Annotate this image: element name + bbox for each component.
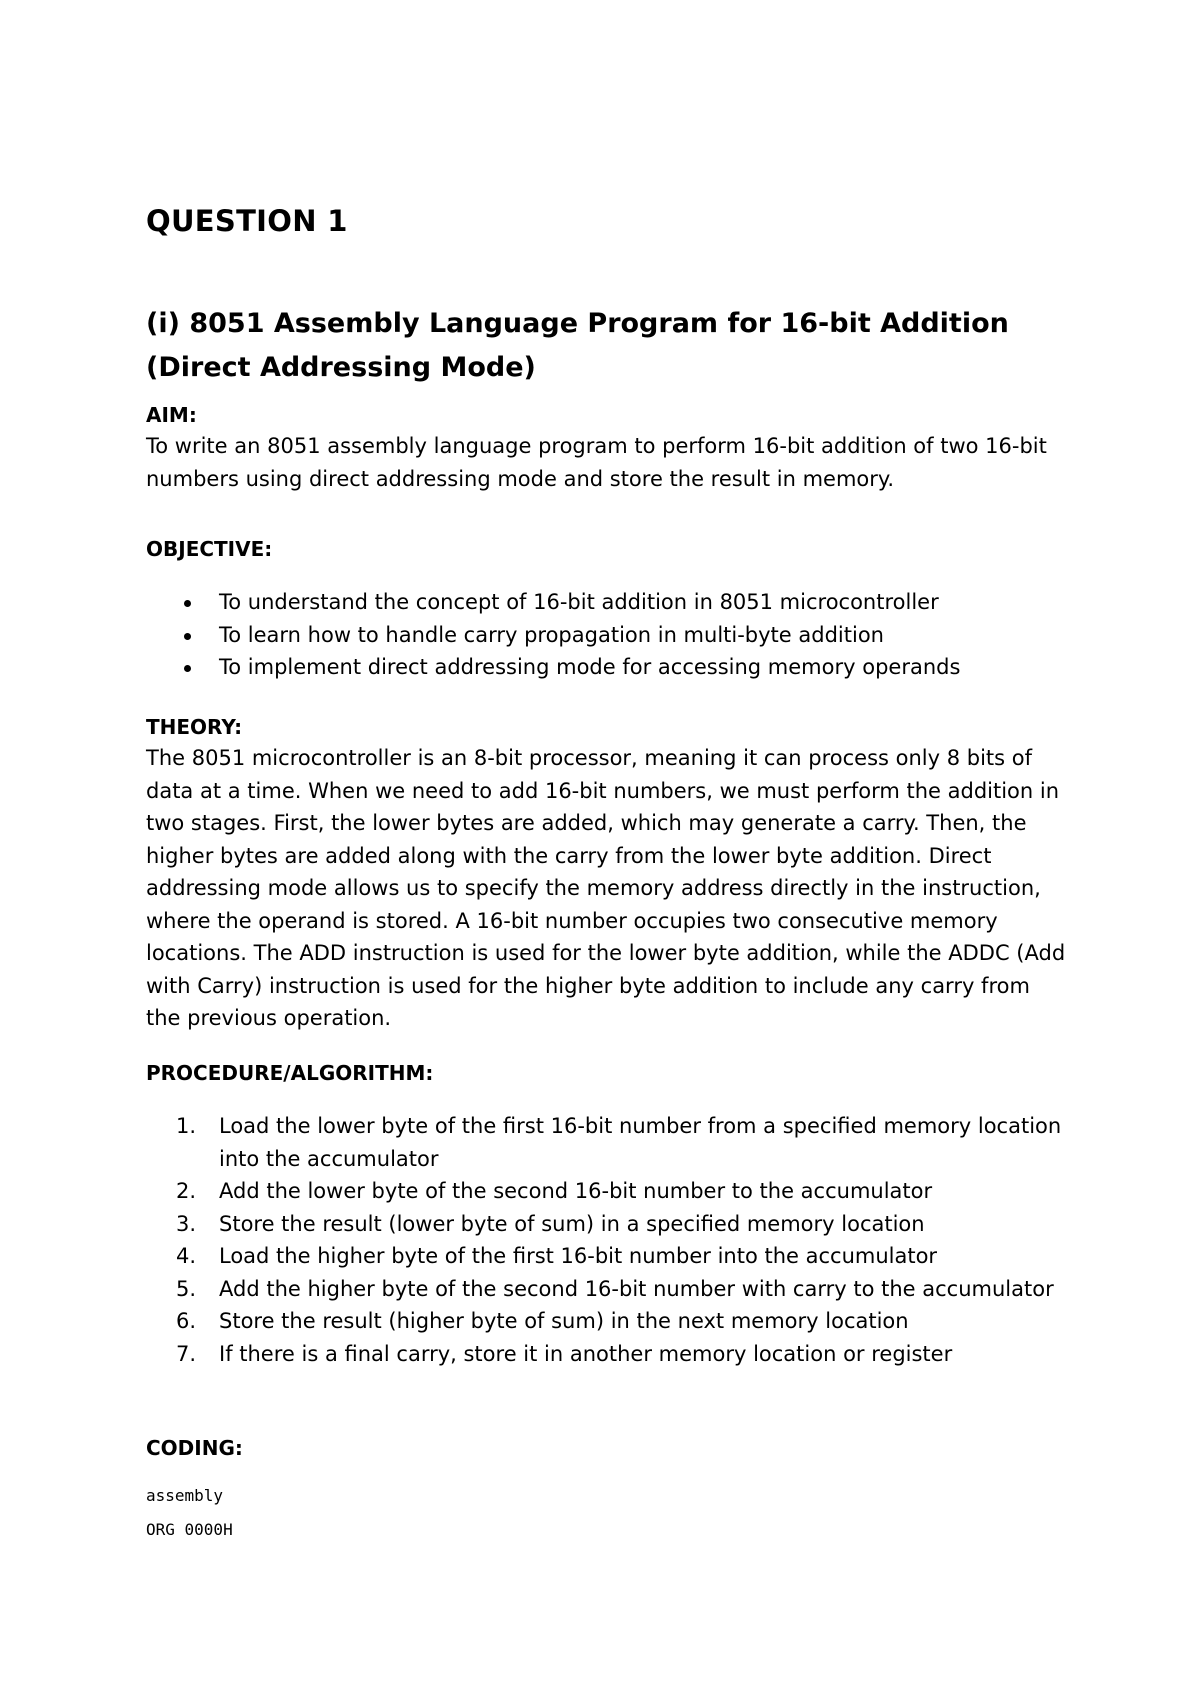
step-number: 3.	[176, 1211, 197, 1236]
document-page	[146, 0, 1066, 1696]
procedure-section	[146, 1058, 1066, 1370]
step-text: Load the higher byte of the first 16-bit number into the accumulator	[219, 1244, 938, 1268]
step-number: 4.	[176, 1244, 197, 1268]
objective-label: OBJECTIVE:	[146, 537, 273, 561]
objective-item: To learn how to handle carry propagation in multi-byte addition	[219, 622, 884, 647]
list-item	[146, 1208, 1066, 1241]
aim-section	[146, 400, 1066, 495]
step-text: Load the lower byte of the first 16-bit number from a specified memory location into the accumulator	[219, 1114, 1062, 1171]
section-title: (i) 8051 Assembly Language Program for 16-bit Addition (Direct Addressing Mode)	[146, 308, 1009, 383]
bullet-icon	[184, 633, 191, 640]
coding-label: CODING:	[146, 1436, 243, 1460]
bullet-icon	[184, 665, 191, 672]
objective-list	[146, 586, 1066, 684]
question-title: QUESTION 1	[146, 204, 348, 238]
objective-section	[146, 534, 1066, 684]
procedure-label: PROCEDURE/ALGORITHM:	[146, 1061, 434, 1085]
list-item	[146, 586, 1066, 619]
list-item	[146, 651, 1066, 684]
theory-text: The 8051 microcontroller is an 8-bit processor, meaning it can process only 8 bits of data at a time. When we need to add 16-bit numbers, we must perform the addition in two stages. First, the lower bytes are added, which may generate a carry. Then, the higher bytes are added along with the carry from the lower byte addition. Direct addressing mode allows us to specify the memory address directly in the instruction, where the operand is stored. A 16-bit number occupies two consecutive memory locations. The ADD instruction is used for the lower byte addition, while the ADDC (Add with Carry) instruction is used for the higher byte addition to include any carry from the previous operation.	[146, 746, 1066, 1030]
bullet-icon	[184, 600, 191, 607]
objective-item: To understand the concept of 16-bit addition in 8051 microcontroller	[219, 590, 939, 614]
step-number: 6.	[176, 1309, 197, 1333]
code-block	[146, 1479, 1066, 1547]
step-text: If there is a final carry, store it in another memory location or register	[219, 1341, 953, 1366]
step-text: Add the higher byte of the second 16-bit number with carry to the accumulator	[219, 1276, 1054, 1301]
step-text: Add the lower byte of the second 16-bit number to the accumulator	[219, 1179, 933, 1203]
step-number: 7.	[176, 1341, 197, 1366]
code-line: assembly	[146, 1486, 224, 1505]
procedure-list	[146, 1110, 1066, 1370]
list-item	[146, 1305, 1066, 1338]
theory-label: THEORY:	[146, 715, 243, 739]
code-line: ORG 0000H	[146, 1520, 233, 1539]
list-item	[146, 1110, 1066, 1175]
aim-text: To write an 8051 assembly language program to perform 16-bit addition of two 16-bit numbers using direct addressing mode and store the result in memory.	[146, 434, 1047, 491]
theory-section	[146, 712, 1066, 1035]
list-item	[146, 1273, 1066, 1306]
step-text: Store the result (higher byte of sum) in the next memory location	[219, 1309, 909, 1333]
step-number: 5.	[176, 1276, 197, 1301]
list-item	[146, 1175, 1066, 1208]
aim-label: AIM:	[146, 403, 197, 427]
list-item	[146, 619, 1066, 652]
coding-section	[146, 1433, 1066, 1547]
step-text: Store the result (lower byte of sum) in a specified memory location	[219, 1211, 925, 1236]
step-number: 2.	[176, 1179, 197, 1203]
step-number: 1.	[176, 1114, 197, 1138]
list-item	[146, 1240, 1066, 1273]
list-item	[146, 1338, 1066, 1371]
objective-item: To implement direct addressing mode for accessing memory operands	[219, 655, 961, 679]
